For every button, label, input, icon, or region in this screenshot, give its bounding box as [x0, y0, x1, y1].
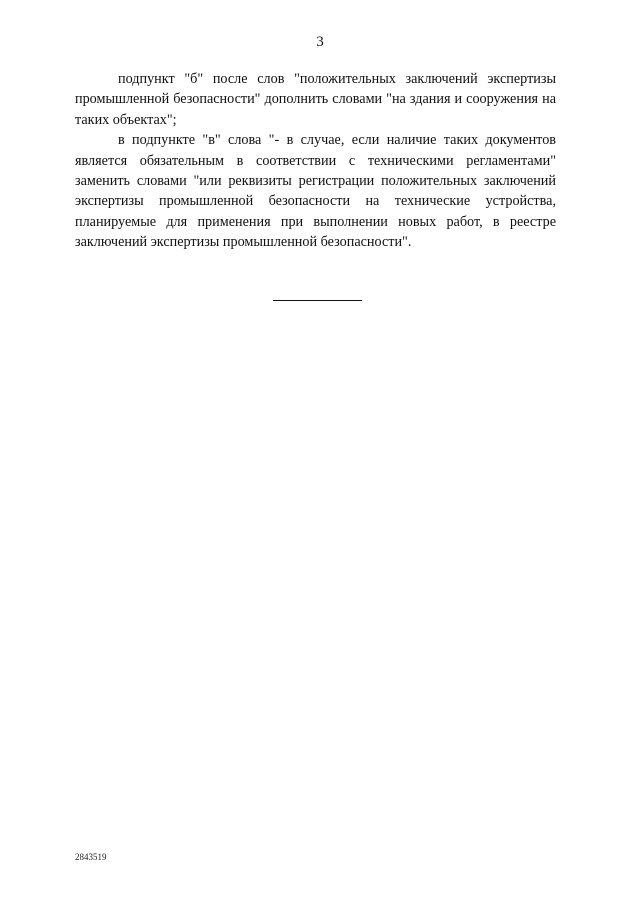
end-of-text-divider	[273, 300, 362, 301]
paragraph-subclause-b: подпункт "б" после слов "положительных заключений экспертизы промышленной безопасности" дополнить словами "на здания и сооружения на таких объектах";	[75, 71, 556, 128]
document-code: 2843519	[75, 852, 107, 862]
page-number: 3	[316, 34, 324, 50]
document-body	[75, 69, 556, 253]
paragraph-subclause-v: в подпункте "в" слова "- в случае, если наличие таких документов является обязательным в соответствии с техническими регламентами" заменить словами "или реквизиты регистрации положительных заключений экспертизы промышленной безопасности на технические устройства, планируемые для применения при выполнении новых работ, в реестре заключений экспертизы промышленной безопасности".	[75, 132, 556, 251]
